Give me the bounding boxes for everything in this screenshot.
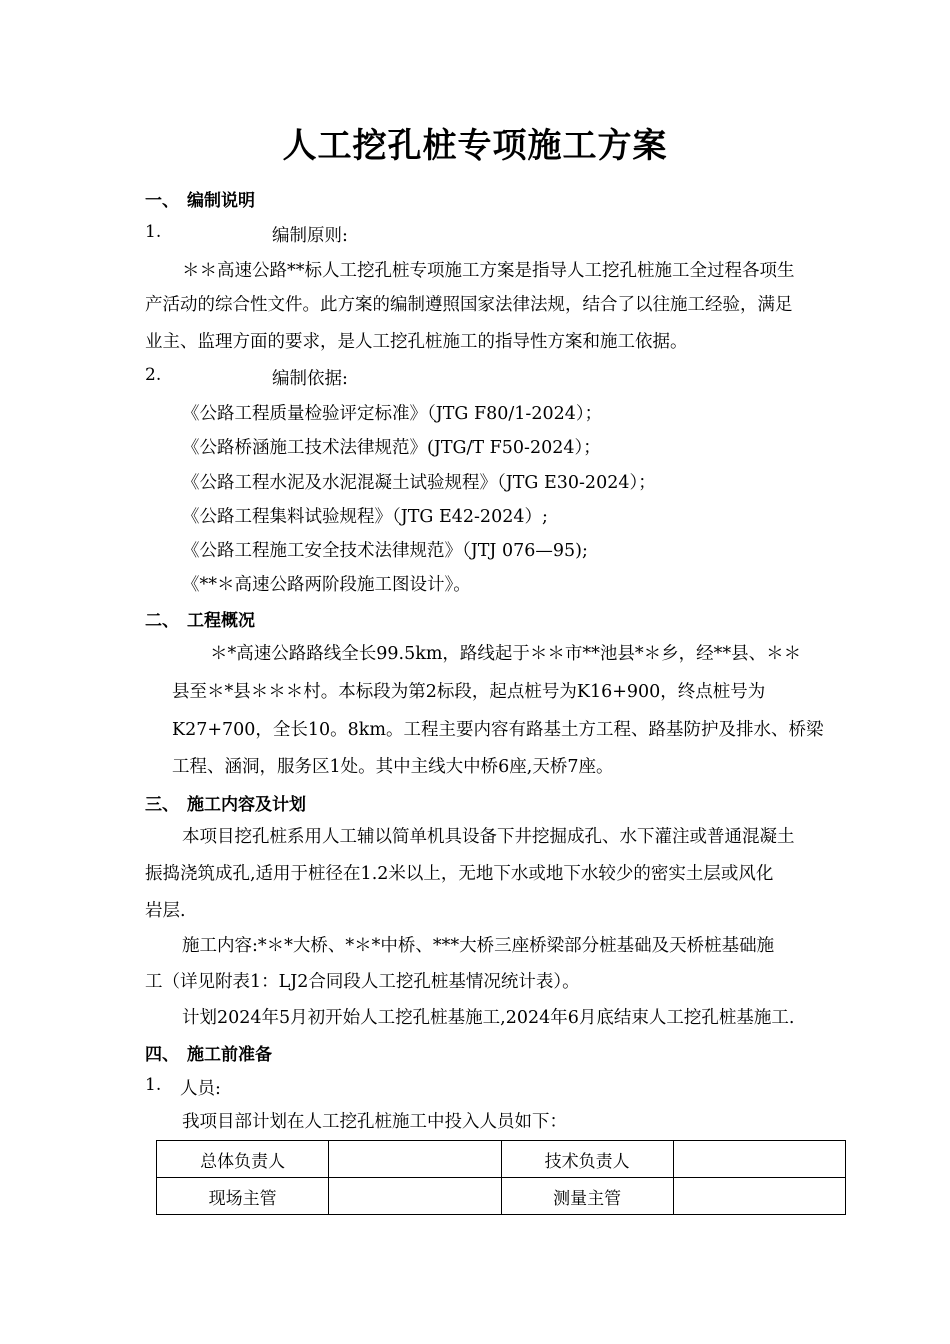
paragraph-line: ＊*高速公路路线全长99.5km，路线起于＊＊市**池县*＊乡，经**县、＊＊	[210, 644, 802, 664]
table-cell	[673, 1178, 845, 1215]
section-heading-3	[145, 790, 306, 815]
table-cell	[673, 1141, 845, 1178]
reference-line: 《公路工程集料试验规程》（JTG E42-2024）;	[182, 507, 548, 527]
item-text: 编制依据:	[272, 369, 348, 389]
staff-table	[156, 1140, 846, 1215]
page-title: 人工挖孔桩专项施工方案	[282, 126, 668, 166]
section-title: 编制说明	[187, 191, 255, 211]
section-number: 二、	[145, 611, 179, 631]
section-number: 四、	[145, 1045, 179, 1065]
section-heading-4	[145, 1040, 272, 1065]
paragraph-line: 业主、监理方面的要求，是人工挖孔桩施工的指导性方案和施工依据。	[145, 332, 688, 352]
section-heading-1	[145, 186, 255, 211]
paragraph-line: 施工内容:*＊*大桥、*＊*中桥、***大桥三座桥梁部分桩基础及天桥桩基础施	[182, 936, 775, 956]
paragraph-line: 计划2024年5月初开始人工挖孔桩基施工,2024年6月底结束人工挖孔桩基施工.	[182, 1008, 795, 1028]
table-row	[157, 1178, 846, 1215]
item-number: 2.	[145, 365, 162, 385]
table-cell	[329, 1178, 501, 1215]
reference-line: 《公路工程水泥及水泥混凝土试验规程》（JTG E30-2024）；	[182, 473, 656, 493]
reference-line: 《公路工程施工安全技术法律规范》（JTJ 076—95);	[182, 541, 588, 561]
paragraph-line: 产活动的综合性文件。此方案的编制遵照国家法律法规，结合了以往施工经验，满足	[145, 295, 793, 315]
item-number: 1.	[145, 222, 162, 242]
section-title: 工程概况	[187, 611, 255, 631]
paragraph-line: 县至＊*县＊＊＊村。本标段为第2标段，起点桩号为K16+900，终点桩号为	[172, 682, 766, 702]
paragraph-line: K27+700，全长10。8km。工程主要内容有路基土方工程、路基防护及排水、桥梁	[172, 720, 824, 740]
section-number: 一、	[145, 191, 179, 211]
item-number: 1.	[145, 1075, 162, 1095]
table-row	[157, 1141, 846, 1178]
table-cell: 总体负责人	[157, 1141, 329, 1178]
table-cell	[329, 1141, 501, 1178]
paragraph-line: 岩层.	[145, 901, 186, 921]
paragraph-line: 工（详见附表1：LJ2合同段人工挖孔桩基情况统计表）。	[145, 972, 580, 992]
paragraph-line: ＊＊高速公路**标人工挖孔桩专项施工方案是指导人工挖孔桩施工全过程各项生	[182, 261, 795, 281]
section-number: 三、	[145, 795, 179, 815]
table-cell: 测量主管	[501, 1178, 673, 1215]
paragraph-line: 本项目挖孔桩系用人工辅以简单机具设备下井挖掘成孔、水下灌注或普通混凝土	[182, 827, 795, 847]
section-title: 施工内容及计划	[187, 795, 306, 815]
item-text: 人员:	[180, 1079, 221, 1099]
paragraph-line: 我项目部计划在人工挖孔桩施工中投入人员如下：	[182, 1112, 567, 1132]
paragraph-line: 振捣浇筑成孔,适用于桩径在1.2米以上，无地下水或地下水较少的密实土层或风化	[145, 864, 774, 884]
item-text: 编制原则:	[272, 226, 348, 246]
table-cell: 技术负责人	[501, 1141, 673, 1178]
reference-line: 《**＊高速公路两阶段施工图设计》。	[182, 575, 471, 595]
section-title: 施工前准备	[187, 1045, 272, 1065]
paragraph-line: 工程、涵洞，服务区1处。其中主线大中桥6座,天桥7座。	[172, 757, 614, 777]
reference-line: 《公路桥涵施工技术法律规范》(JTG/T F50-2024）；	[182, 438, 601, 458]
reference-line: 《公路工程质量检验评定标准》（JTG F80/1-2024）；	[182, 404, 603, 424]
section-heading-2	[145, 606, 255, 631]
table-cell: 现场主管	[157, 1178, 329, 1215]
